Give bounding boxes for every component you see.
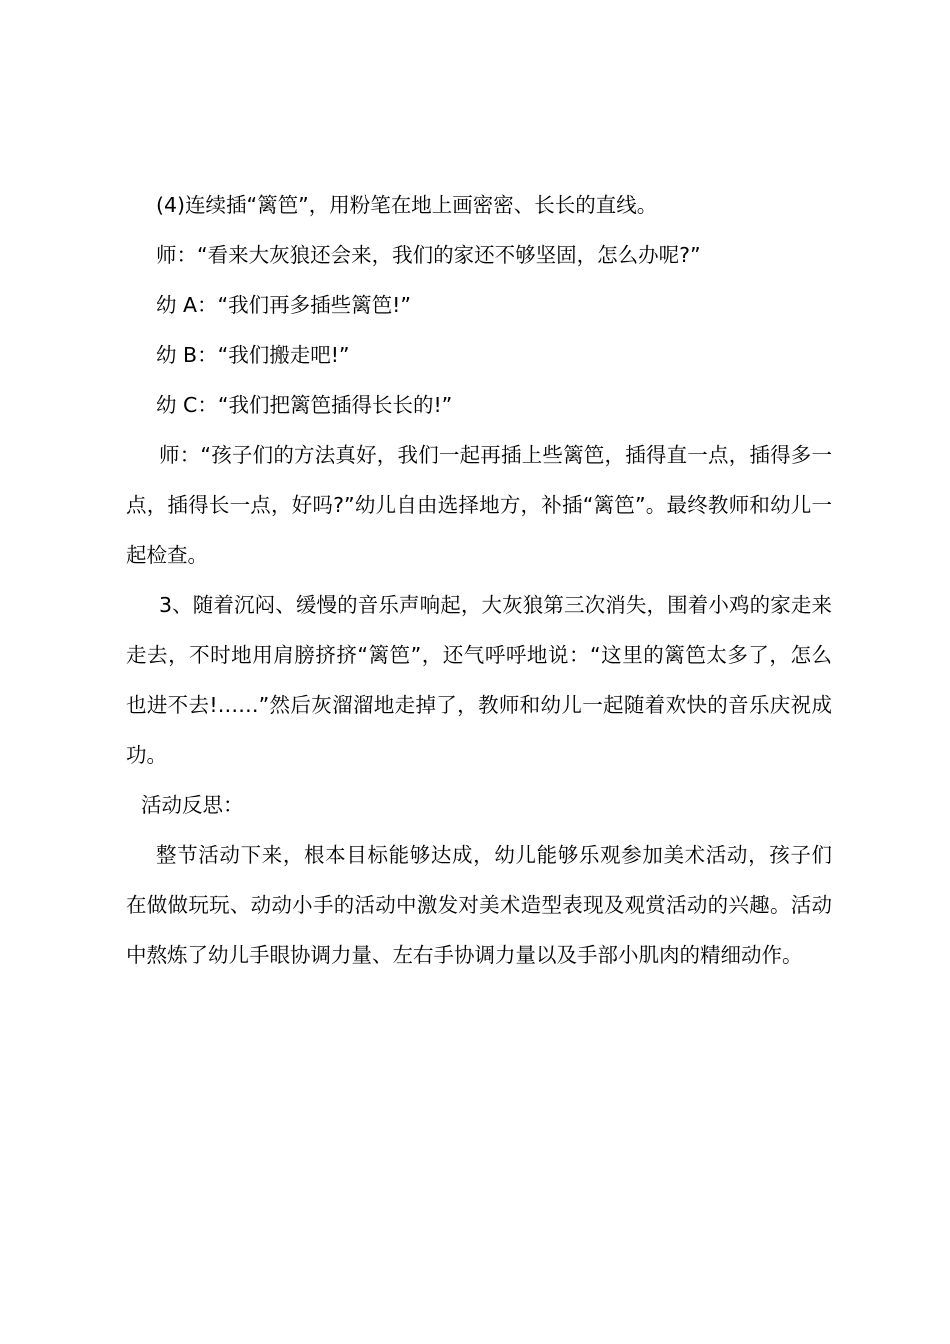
paragraph-reflection-heading: 活动反思： <box>141 793 244 817</box>
paragraph-teacher-question: 师：“看来大灰狼还会来，我们的家还不够坚固，怎么办呢?” <box>156 243 701 267</box>
paragraph-child-b: 幼 B：“我们搬走吧!” <box>156 343 350 367</box>
paragraph-step-4: (4)连续插“篱笆”，用粉笔在地上画密密、长长的直线。 <box>156 193 658 217</box>
paragraph-teacher-response: 师：“孩子们的方法真好，我们一起再插上些篱笆，插得直一点，插得多一点，插得长一点，好吗?”幼儿自由选择地方，补插“篱笆”。最终教师和幼儿一起检查。 <box>126 443 832 567</box>
document-body <box>126 180 832 980</box>
paragraph-step-3: 3、随着沉闷、缓慢的音乐声响起，大灰狼第三次消失，围着小鸡的家走来走去，不时地用肩膀挤挤“篱笆”，还气呼呼地说：“这里的篱笆太多了，怎么也进不去!……”然后灰溜溜地走掉了，教师和幼儿一起随着欢快的音乐庆祝成功。 <box>126 593 832 767</box>
paragraph-reflection-body: 整节活动下来，根本目标能够达成，幼儿能够乐观参加美术活动，孩子们在做做玩玩、动动小手的活动中激发对美术造型表现及观赏活动的兴趣。活动中熬炼了幼儿手眼协调力量、左右手协调力量以及手部小肌肉的精细动作。 <box>126 843 832 967</box>
paragraph-child-a: 幼 A：“我们再多插些篱笆!” <box>156 293 411 317</box>
paragraph-child-c: 幼 C：“我们把篱笆插得长长的!” <box>156 393 453 417</box>
